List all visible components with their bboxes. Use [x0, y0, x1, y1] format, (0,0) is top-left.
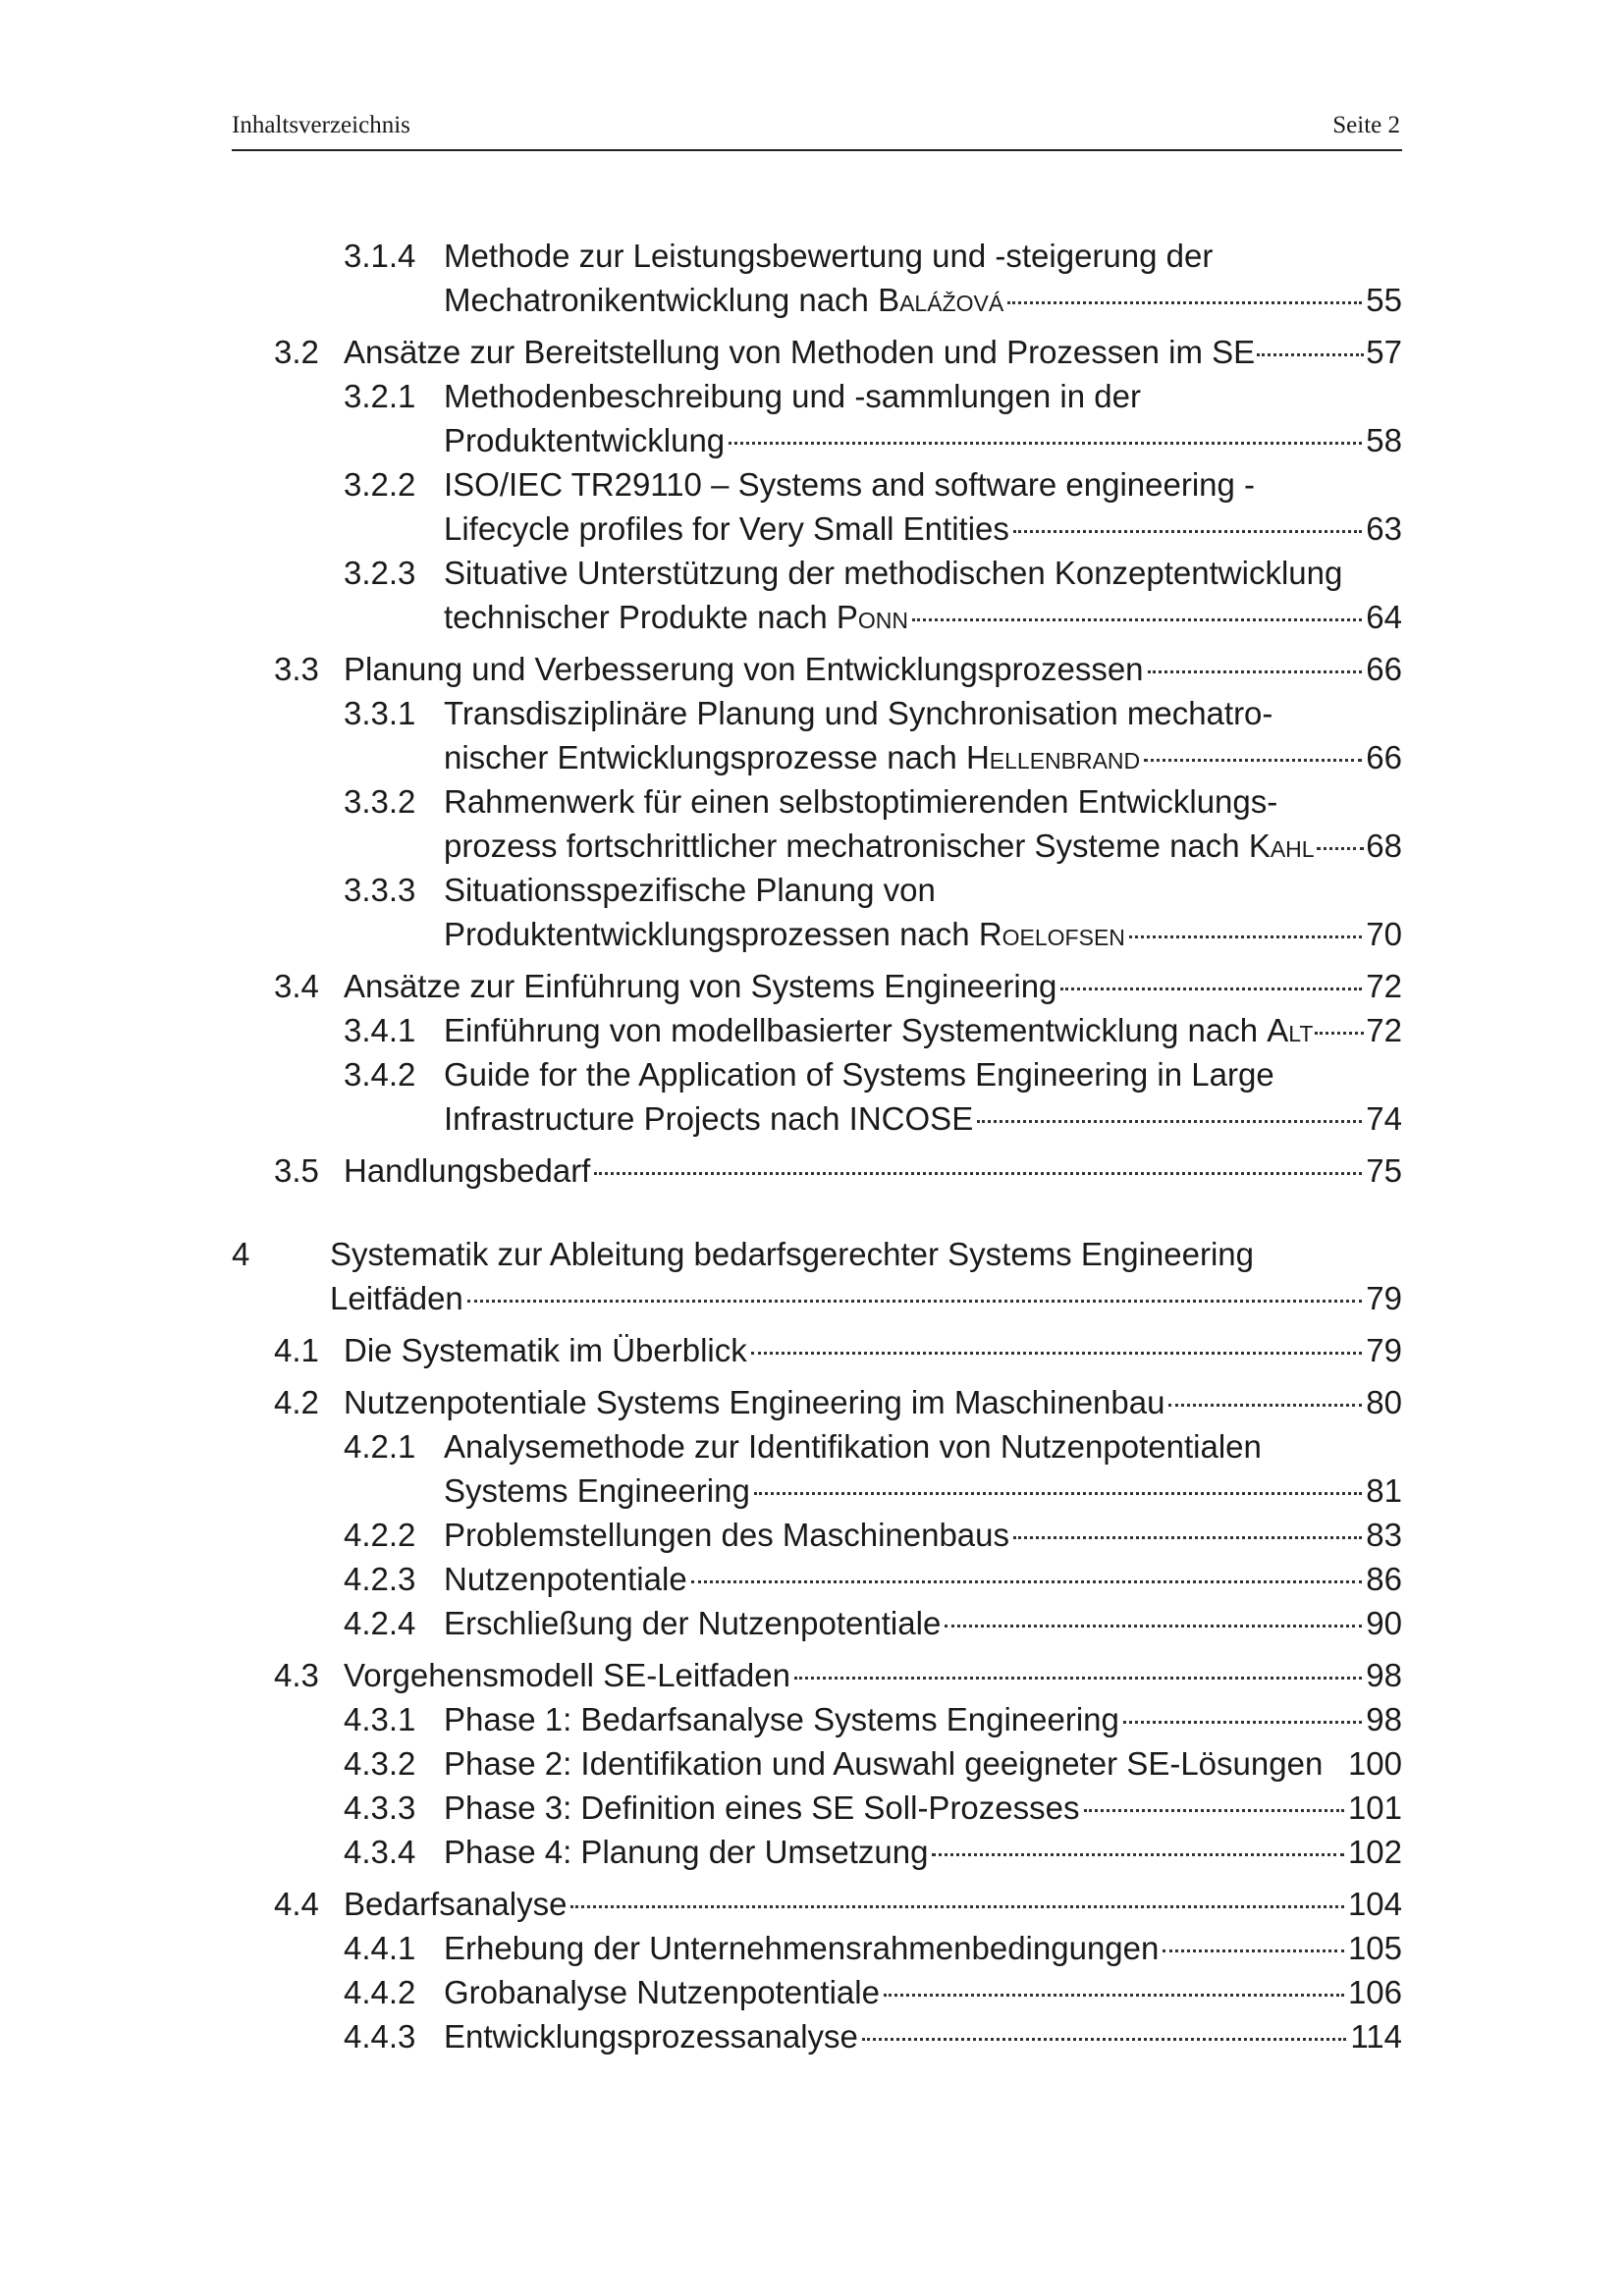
toc-entry-4-3-4[interactable] [232, 1830, 1402, 1874]
toc-page: 80 [1366, 1384, 1402, 1420]
toc-entry-4-2-4[interactable] [232, 1601, 1402, 1645]
toc-title: Erschließung der Nutzenpotentiale [444, 1605, 942, 1641]
dot-leader [862, 2038, 1346, 2041]
toc-entry-4-4-1[interactable] [232, 1926, 1402, 1970]
toc-title: Phase 1: Bedarfsanalyse Systems Engineering [444, 1701, 1119, 1737]
dot-leader [977, 1120, 1362, 1123]
toc-entry-3-4-2[interactable] [232, 1052, 1402, 1141]
toc-entry-4-1[interactable] [232, 1328, 1402, 1372]
toc-title-line1: ISO/IEC TR29110 – Systems and software engineering - [444, 466, 1256, 503]
toc-title: Phase 2: Identifikation und Auswahl geeigneter SE-Lösungen [444, 1745, 1324, 1782]
toc-page: 114 [1350, 2018, 1402, 2055]
toc-title: Phase 3: Definition eines SE Soll-Prozesses [444, 1789, 1080, 1826]
toc-entry-3-2-3[interactable] [232, 551, 1402, 639]
dot-leader [1315, 1032, 1364, 1035]
toc-title: Die Systematik im Überblick [344, 1332, 747, 1368]
toc-entry-4-4-3[interactable] [232, 2014, 1402, 2058]
dot-leader [1163, 1949, 1344, 1952]
toc-number: 3.1.4 [344, 238, 416, 274]
toc-entry-4-4[interactable] [232, 1882, 1402, 1926]
toc-title: Ansätze zur Einführung von Systems Engineering [344, 968, 1057, 1004]
toc-page: 74 [1366, 1100, 1402, 1137]
toc-author: Ponn [836, 599, 909, 635]
toc-page: 55 [1366, 282, 1402, 318]
toc-title: Nutzenpotentiale Systems Engineering im Maschinenbau [344, 1384, 1165, 1420]
toc-number: 4.4.1 [344, 1930, 416, 1966]
toc-page: 98 [1366, 1701, 1402, 1737]
toc-title-line2: Produktentwicklung [444, 422, 726, 458]
toc-number: 4.2.3 [344, 1561, 416, 1597]
toc-page: 72 [1366, 1012, 1402, 1048]
dot-leader [691, 1580, 1363, 1583]
dot-leader [1123, 1721, 1362, 1724]
toc-title-line2: Lifecycle profiles for Very Small Entities [444, 510, 1009, 547]
toc-page: 104 [1347, 1886, 1402, 1922]
toc-title-line2: Produktentwicklungsprozessen nach Roelofsen [444, 916, 1125, 952]
toc-author: Hellenbrand [965, 739, 1141, 775]
toc-number: 3.5 [274, 1152, 319, 1189]
toc-page: 57 [1366, 334, 1402, 370]
toc-entry-4-3[interactable] [232, 1653, 1402, 1697]
toc-title-line1: Methode zur Leistungsbewertung und -steigerung der [444, 238, 1214, 274]
toc-page: 83 [1366, 1517, 1402, 1553]
toc-entry-3-4-1[interactable] [232, 1008, 1402, 1052]
toc-number: 4.4.2 [344, 1974, 416, 2010]
toc-page: 79 [1366, 1280, 1402, 1316]
toc-entry-4-2-3[interactable] [232, 1557, 1402, 1601]
toc-entry-4-3-1[interactable] [232, 1697, 1402, 1741]
toc-title-line1: Systematik zur Ableitung bedarfsgerechter Systems Engineering [330, 1236, 1254, 1272]
toc-title: Grobanalyse Nutzenpotentiale [444, 1974, 880, 2010]
toc-page: 63 [1366, 510, 1402, 547]
dot-leader [1007, 301, 1362, 304]
toc-author: Alt [1267, 1012, 1314, 1048]
toc-entry-4-4-2[interactable] [232, 1970, 1402, 2014]
dot-leader [1060, 988, 1362, 990]
toc-title: Entwicklungsprozessanalyse [444, 2018, 858, 2055]
toc-author: Kahl [1248, 828, 1315, 864]
toc-number: 4.3.2 [344, 1745, 416, 1782]
toc-title: Phase 4: Planung der Umsetzung [444, 1834, 929, 1870]
toc-entry-3-3[interactable] [232, 647, 1402, 691]
toc-page: 102 [1347, 1834, 1402, 1870]
toc-page: 81 [1366, 1472, 1402, 1509]
dot-leader [932, 1853, 1343, 1856]
toc-title-line1: Transdisziplinäre Planung und Synchronisation mechatro- [444, 695, 1273, 731]
dot-leader [570, 1905, 1343, 1908]
toc-page: 64 [1366, 599, 1402, 635]
dot-leader [1148, 670, 1363, 673]
toc-number: 3.2.1 [344, 378, 416, 414]
toc-page: 79 [1366, 1332, 1402, 1368]
toc-number: 4.3 [274, 1657, 319, 1693]
toc-page: 68 [1366, 828, 1402, 864]
toc-entry-3-2-1[interactable] [232, 374, 1402, 462]
toc-page: 100 [1347, 1745, 1402, 1782]
toc-entry-3-2-2[interactable] [232, 462, 1402, 551]
table-of-contents [232, 234, 1402, 2058]
toc-title: Handlungsbedarf [344, 1152, 591, 1189]
toc-page: 90 [1366, 1605, 1402, 1641]
dot-leader [794, 1677, 1362, 1680]
toc-entry-3-2[interactable] [232, 330, 1402, 374]
toc-page: 58 [1366, 422, 1402, 458]
toc-title-line2: Mechatronikentwicklung nach Balážová [444, 282, 1004, 318]
toc-entry-3-5[interactable] [232, 1148, 1402, 1193]
toc-number: 4.1 [274, 1332, 319, 1368]
dot-leader [754, 1492, 1362, 1495]
toc-entry-3-4[interactable] [232, 964, 1402, 1008]
toc-number: 3.3.3 [344, 872, 416, 908]
toc-title: Problemstellungen des Maschinenbaus [444, 1517, 1010, 1553]
dot-leader [945, 1625, 1362, 1628]
dot-leader [1257, 353, 1364, 356]
toc-title-line2: prozess fortschrittlicher mechatronischer Systeme nach Kahl [444, 828, 1315, 864]
toc-title-line1: Situative Unterstützung der methodischen Konzeptentwicklung [444, 555, 1343, 591]
toc-number: 4.2.2 [344, 1517, 416, 1553]
toc-page: 66 [1366, 651, 1402, 687]
dot-leader [1013, 1536, 1362, 1539]
toc-title-line2: technischer Produkte nach Ponn [444, 599, 909, 635]
toc-page: 105 [1347, 1930, 1402, 1966]
toc-page: 66 [1366, 739, 1402, 775]
toc-number: 3.2.2 [344, 466, 416, 503]
toc-entry-3-3-2[interactable] [232, 779, 1402, 868]
toc-page: 98 [1366, 1657, 1402, 1693]
toc-number: 3.3.1 [344, 695, 416, 731]
toc-title: Einführung von modellbasierter Systementwicklung nach Alt [444, 1012, 1314, 1048]
dot-leader [1013, 530, 1362, 533]
dot-leader [751, 1352, 1363, 1355]
header-title: Inhaltsverzeichnis [232, 112, 410, 138]
toc-title-line2: Systems Engineering [444, 1472, 750, 1509]
toc-number: 4.3.1 [344, 1701, 416, 1737]
toc-title: Planung und Verbesserung von Entwicklungsprozessen [344, 651, 1144, 687]
dot-leader [594, 1172, 1362, 1175]
toc-entry-4-2[interactable] [232, 1380, 1402, 1424]
toc-title: Vorgehensmodell SE-Leitfaden [344, 1657, 790, 1693]
toc-number: 3.3.2 [344, 783, 416, 820]
dot-leader [1168, 1404, 1362, 1407]
toc-title-line1: Analysemethode zur Identifikation von Nutzenpotentialen [444, 1428, 1262, 1465]
toc-number: 4.4.3 [344, 2018, 416, 2055]
toc-author: Balážová [878, 282, 1004, 318]
toc-entry-4-2-1[interactable] [232, 1424, 1402, 1513]
toc-author: Roelofsen [978, 916, 1125, 952]
toc-entry-4-3-2[interactable] [232, 1741, 1402, 1786]
toc-number: 4.3.3 [344, 1789, 416, 1826]
toc-number: 3.2.3 [344, 555, 416, 591]
dot-leader [729, 442, 1362, 445]
toc-title: Nutzenpotentiale [444, 1561, 687, 1597]
toc-entry-4[interactable] [232, 1232, 1402, 1320]
dot-leader [1084, 1809, 1344, 1812]
toc-number: 4.2.1 [344, 1428, 416, 1465]
page-header [232, 108, 1402, 151]
toc-title-line1: Methodenbeschreibung und -sammlungen in der [444, 378, 1141, 414]
dot-leader [1144, 759, 1362, 762]
toc-page: 72 [1366, 968, 1402, 1004]
toc-entry-3-3-1[interactable] [232, 691, 1402, 779]
toc-number: 4.3.4 [344, 1834, 416, 1870]
toc-title: Ansätze zur Bereitstellung von Methoden und Prozessen im SE [344, 334, 1256, 370]
toc-page: 101 [1347, 1789, 1402, 1826]
toc-number: 4.2.4 [344, 1605, 416, 1641]
toc-title-line1: Rahmenwerk für einen selbstoptimierenden Entwicklungs- [444, 783, 1278, 820]
dot-leader [912, 618, 1362, 621]
toc-number: 3.4 [274, 968, 319, 1004]
dot-leader [884, 1994, 1344, 1997]
toc-number: 3.4.1 [344, 1012, 416, 1048]
toc-entry-4-2-2[interactable] [232, 1513, 1402, 1557]
toc-entry-4-3-3[interactable] [232, 1786, 1402, 1830]
page-number: Seite 2 [1332, 112, 1400, 138]
toc-number: 3.2 [274, 334, 319, 370]
toc-page: 106 [1347, 1974, 1402, 2010]
dot-leader [1317, 847, 1365, 850]
toc-page: 86 [1366, 1561, 1402, 1597]
toc-entry-3-1-4[interactable] [232, 234, 1402, 322]
toc-title-line2: Leitfäden [330, 1280, 463, 1316]
toc-title-line1: Guide for the Application of Systems Engineering in Large [444, 1056, 1274, 1093]
dot-leader [467, 1300, 1362, 1303]
toc-entry-3-3-3[interactable] [232, 868, 1402, 956]
toc-title-line1: Situationsspezifische Planung von [444, 872, 936, 908]
toc-title-line2: nischer Entwicklungsprozesse nach Hellenbrand [444, 739, 1141, 775]
toc-number: 3.3 [274, 651, 319, 687]
toc-title: Erhebung der Unternehmensrahmenbedingungen [444, 1930, 1160, 1966]
toc-title: Bedarfsanalyse [344, 1886, 568, 1922]
toc-number: 4.2 [274, 1384, 319, 1420]
toc-title-line2: Infrastructure Projects nach INCOSE [444, 1100, 974, 1137]
dot-leader [1129, 935, 1362, 938]
toc-page: 75 [1366, 1152, 1402, 1189]
toc-number: 3.4.2 [344, 1056, 416, 1093]
toc-page: 70 [1366, 916, 1402, 952]
toc-number: 4 [232, 1236, 250, 1272]
toc-number: 4.4 [274, 1886, 319, 1922]
